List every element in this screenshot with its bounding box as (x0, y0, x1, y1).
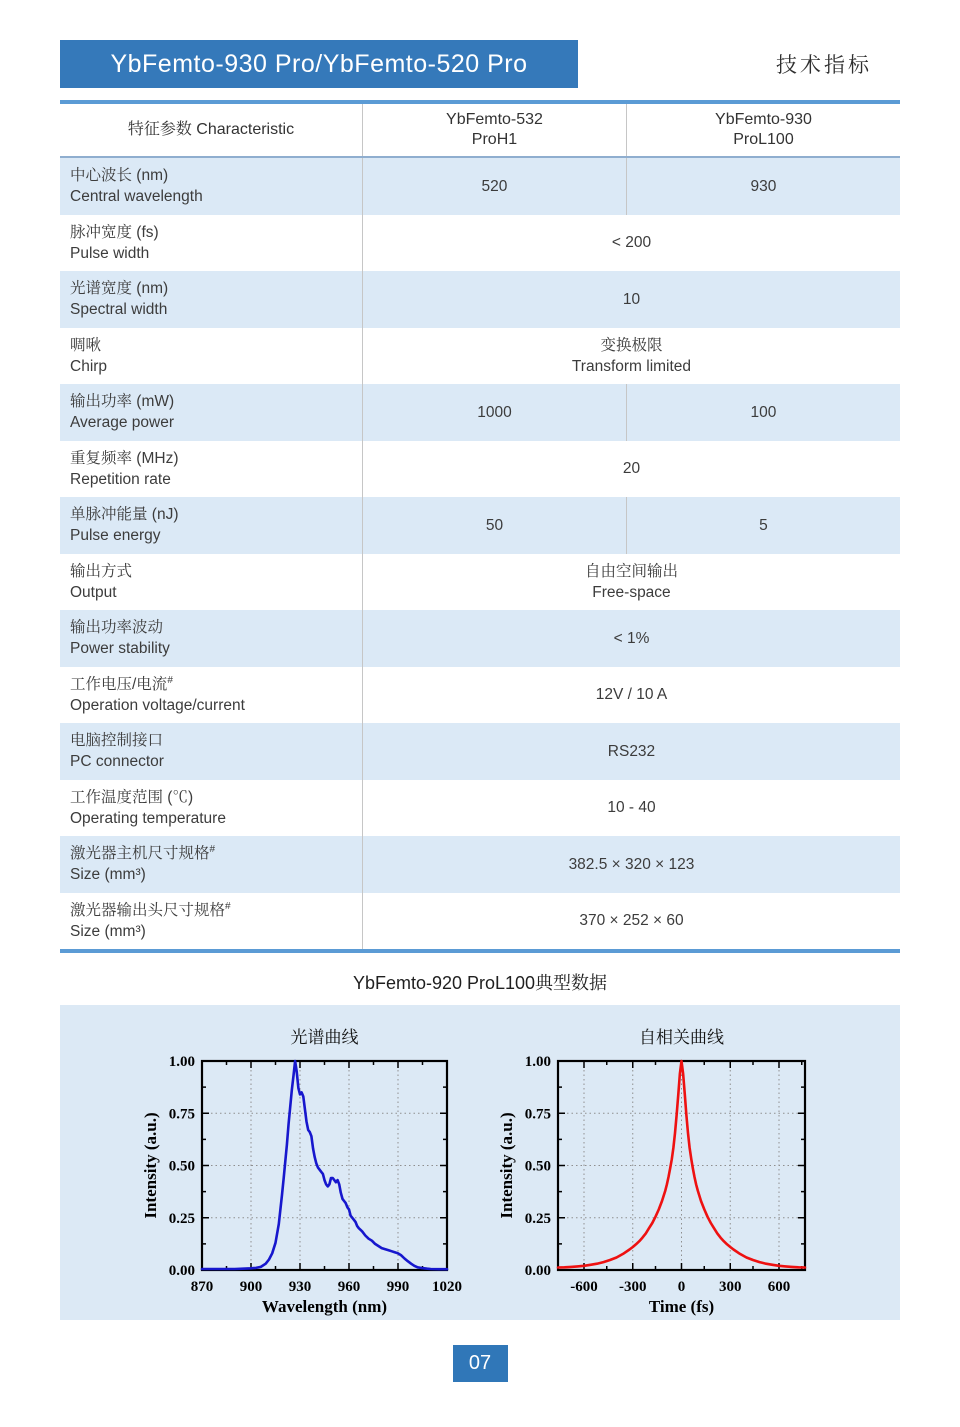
x-tick-label: 1020 (432, 1279, 462, 1295)
table-row (60, 667, 900, 724)
row-label (60, 384, 363, 441)
row-label (60, 215, 363, 272)
corner-label: 技术指标 (776, 54, 872, 77)
model-2-variant: ProL100 (733, 131, 794, 148)
row-label (60, 441, 363, 498)
row-label-zh: 工作温度范围 (℃) (70, 788, 194, 806)
header-model-1 (363, 104, 627, 156)
model-2-name: YbFemto-930 (715, 111, 812, 128)
row-label-en: Size (mm³) (70, 866, 146, 884)
row-value-span: < 200 (611, 234, 652, 252)
page-header (60, 40, 900, 88)
row-value-col1: 520 (363, 158, 627, 215)
row-label-sup: # (209, 844, 216, 856)
banner-title: YbFemto-930 Pro/YbFemto-520 Pro (110, 49, 528, 78)
x-tick-label: 600 (767, 1279, 791, 1295)
table-row (60, 780, 900, 837)
table-row (60, 554, 900, 611)
row-label (60, 723, 363, 780)
row-label (60, 780, 363, 837)
row-value-span: < 1% (613, 629, 650, 647)
row-label-zh: 工作电压/电流 (70, 675, 168, 693)
y-tick-label: 0.75 (524, 1106, 551, 1123)
row-value-span: 10 - 40 (607, 799, 656, 817)
row-value-col2: 930 (750, 177, 777, 195)
x-tick-label: 990 (386, 1279, 410, 1295)
y-tick-label: 0.50 (524, 1158, 551, 1175)
row-value-col2: 100 (750, 403, 777, 421)
row-label (60, 610, 363, 667)
row-label-en: Central wavelength (70, 188, 203, 206)
y-axis-label: Intensity (a.u.) (497, 1112, 516, 1219)
table-row (60, 497, 900, 554)
x-tick-label: 300 (719, 1279, 742, 1295)
x-tick-label: 960 (337, 1279, 361, 1295)
row-label-zh: 中心波长 (nm) (70, 167, 169, 185)
x-tick-label: 930 (288, 1279, 312, 1295)
row-value-span: 10 (622, 290, 641, 308)
charts-panel (60, 1005, 900, 1320)
chart-title: 自相关曲线 (639, 1028, 724, 1047)
model-1-variant: ProH1 (471, 131, 518, 148)
page-number-badge: 07 (453, 1345, 508, 1382)
row-label-en: Spectral width (70, 301, 168, 319)
x-tick-label: 900 (239, 1279, 263, 1295)
row-label-en: Operation voltage/current (70, 696, 245, 714)
y-tick-label: 0.50 (168, 1158, 195, 1175)
title-banner (60, 40, 578, 88)
table-row (60, 271, 900, 328)
page (60, 40, 900, 1382)
row-value-col2: 5 (759, 516, 768, 534)
table-row (60, 384, 900, 441)
row-label-en: Output (70, 583, 117, 601)
row-value-span: 382.5 × 320 × 123 (568, 855, 695, 873)
chart-title: 光谱曲线 (290, 1028, 359, 1047)
row-label (60, 554, 363, 611)
row-label-en: Pulse energy (70, 527, 161, 545)
row-label-zh: 单脉冲能量 (nJ) (70, 506, 179, 524)
y-axis-label: Intensity (a.u.) (141, 1112, 160, 1219)
row-label-en: Chirp (70, 357, 108, 375)
row-label-en: PC connector (70, 753, 164, 771)
row-value-col1: 1000 (363, 384, 627, 441)
row-value-col1: 50 (363, 497, 627, 554)
table-row (60, 328, 900, 385)
row-label (60, 328, 363, 385)
row-label-en: Operating temperature (70, 809, 226, 827)
table-row (60, 158, 900, 215)
row-value-span: RS232 (607, 742, 656, 760)
row-label (60, 497, 363, 554)
row-label-zh: 激光器主机尺寸规格 (70, 845, 210, 863)
y-tick-label: 0.00 (524, 1263, 551, 1279)
table-row (60, 215, 900, 272)
row-label-en: Size (mm³) (70, 922, 146, 940)
y-tick-label: 1.00 (524, 1054, 551, 1070)
x-tick-label: -300 (619, 1279, 647, 1295)
row-value-span: 12V / 10 A (595, 686, 668, 704)
row-label-en: Pulse width (70, 244, 150, 262)
x-axis-label: Time (fs) (648, 1297, 715, 1316)
row-label-en: Power stability (70, 640, 170, 658)
x-axis-label: Wavelength (nm) (261, 1297, 388, 1316)
row-label-sup: # (225, 900, 231, 912)
page-footer (60, 1345, 900, 1382)
table-header-row (60, 104, 900, 158)
header-characteristic: 特征参数 Characteristic (60, 104, 363, 156)
row-label-en: Repetition rate (70, 470, 171, 488)
row-value-span: 变换极限 Transform limited (571, 336, 692, 375)
row-label-zh: 重复频率 (MHz) (70, 449, 179, 467)
table-row (60, 723, 900, 780)
y-tick-label: 0.75 (168, 1106, 195, 1123)
y-tick-label: 0.00 (168, 1263, 195, 1279)
row-label-zh: 电脑控制接口 (70, 732, 164, 750)
table-row (60, 836, 900, 893)
spec-table (60, 100, 900, 953)
x-tick-label: -600 (570, 1279, 598, 1295)
row-label-zh: 输出功率 (mW) (70, 393, 175, 411)
row-label (60, 158, 363, 215)
table-row (60, 610, 900, 667)
y-tick-label: 0.25 (524, 1210, 551, 1227)
row-label-zh: 光谱宽度 (nm) (70, 280, 169, 298)
header-model-2 (627, 104, 900, 156)
row-label-zh: 啁啾 (70, 336, 102, 354)
row-label (60, 271, 363, 328)
row-value-span: 20 (622, 460, 641, 478)
charts-caption: YbFemto-920 ProL100典型数据 (352, 973, 608, 993)
row-label-zh: 激光器输出头尺寸规格 (70, 901, 226, 919)
table-row (60, 893, 900, 950)
row-label (60, 667, 363, 724)
x-tick-label: 0 (677, 1279, 686, 1295)
row-label-sup: # (167, 674, 173, 686)
y-tick-label: 1.00 (168, 1054, 195, 1070)
y-tick-label: 0.25 (168, 1210, 195, 1227)
row-value-span: 370 × 252 × 60 (579, 912, 684, 930)
model-1-name: YbFemto-532 (446, 111, 543, 128)
row-value-span: 自由空间输出 Free-space (584, 562, 678, 601)
row-label-zh: 输出功率波动 (70, 619, 164, 637)
autocorrelation-chart (480, 1005, 900, 1320)
row-label-zh: 脉冲宽度 (fs) (70, 223, 159, 241)
row-label-zh: 输出方式 (70, 562, 133, 580)
row-label (60, 893, 363, 950)
row-label (60, 836, 363, 893)
row-label-en: Average power (70, 414, 174, 432)
spectrum-chart (60, 1005, 480, 1320)
x-tick-label: 870 (190, 1279, 214, 1295)
table-row (60, 441, 900, 498)
